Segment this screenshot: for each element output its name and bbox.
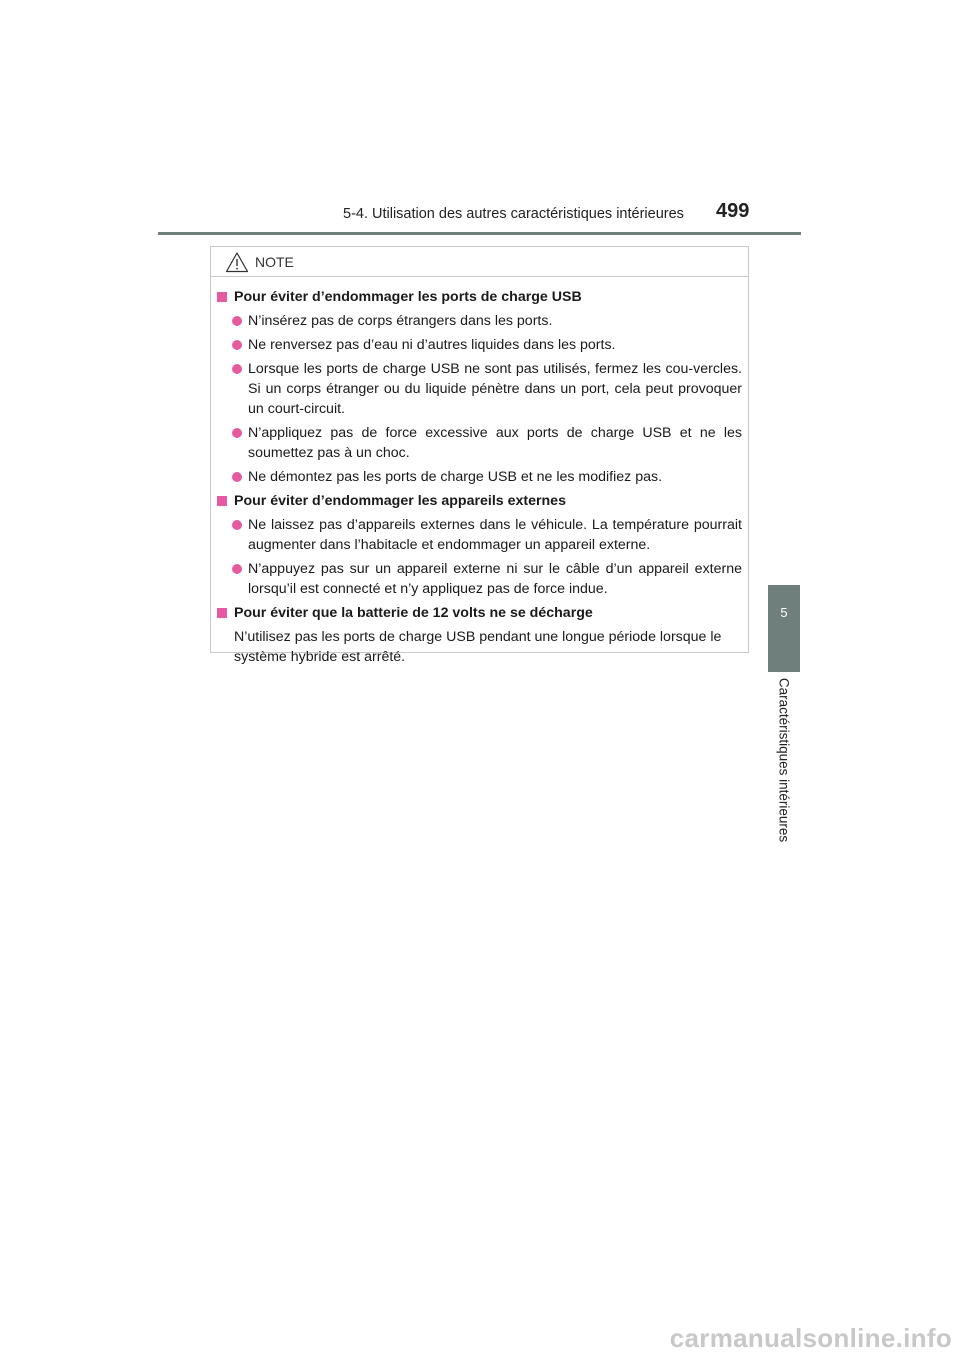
chapter-number: 5 [780, 605, 788, 620]
paragraph: N’utilisez pas les ports de charge USB pendant une longue période lorsque le système hybride est arrêté. [234, 629, 722, 665]
square-bullet-icon [217, 608, 227, 618]
section-heading: Pour éviter d’endommager les appareils externes [217, 491, 742, 511]
list-item: Ne laissez pas d’appareils externes dans le véhicule. La température pourrait augmenter dans l’habitacle et endommager un appareil externe. [217, 515, 742, 555]
watermark: carmanualsonline.info [669, 1323, 952, 1353]
list-item: Lorsque les ports de charge USB ne sont pas utilisés, fermez les cou-vercles. Si un corps étranger ou du liquide pénètre dans un port, cela peut provoquer un court-circuit. [217, 359, 742, 419]
square-bullet-icon [217, 496, 227, 506]
dot-bullet-icon [232, 520, 242, 530]
section-heading: Pour éviter d’endommager les ports de charge USB [217, 287, 742, 307]
dot-bullet-icon [232, 564, 242, 574]
list-item: Ne renversez pas d’eau ni d’autres liquides dans les ports. [217, 335, 742, 355]
dot-bullet-icon [232, 472, 242, 482]
page-number: 499 [716, 200, 750, 222]
list-item: Ne démontez pas les ports de charge USB et ne les modifiez pas. [217, 467, 742, 487]
dot-bullet-icon [232, 428, 242, 438]
square-bullet-icon [217, 292, 227, 302]
section-header: 5-4. Utilisation des autres caractéristiques intérieures [343, 206, 684, 222]
note-header [211, 247, 748, 277]
warning-triangle-icon [225, 251, 249, 273]
list-item: N’insérez pas de corps étrangers dans les ports. [217, 311, 742, 331]
dot-bullet-icon [232, 340, 242, 350]
dot-bullet-icon [232, 364, 242, 374]
chapter-tab [768, 585, 800, 672]
note-box [210, 246, 749, 665]
chapter-title: Caractéristiques intérieures [776, 677, 792, 843]
note-label: NOTE [255, 254, 294, 270]
header-divider [158, 232, 801, 235]
list-item: N’appuyez pas sur un appareil externe ni sur le câble d’un appareil externe lorsqu’il est connecté et n’y appliquez pas de force indue. [217, 559, 742, 599]
list-item: N’appliquez pas de force excessive aux ports de charge USB et ne les soumettez pas à un choc. [217, 423, 742, 463]
section-heading: Pour éviter que la batterie de 12 volts ne se décharge [217, 603, 742, 623]
dot-bullet-icon [232, 316, 242, 326]
note-body [211, 287, 748, 671]
